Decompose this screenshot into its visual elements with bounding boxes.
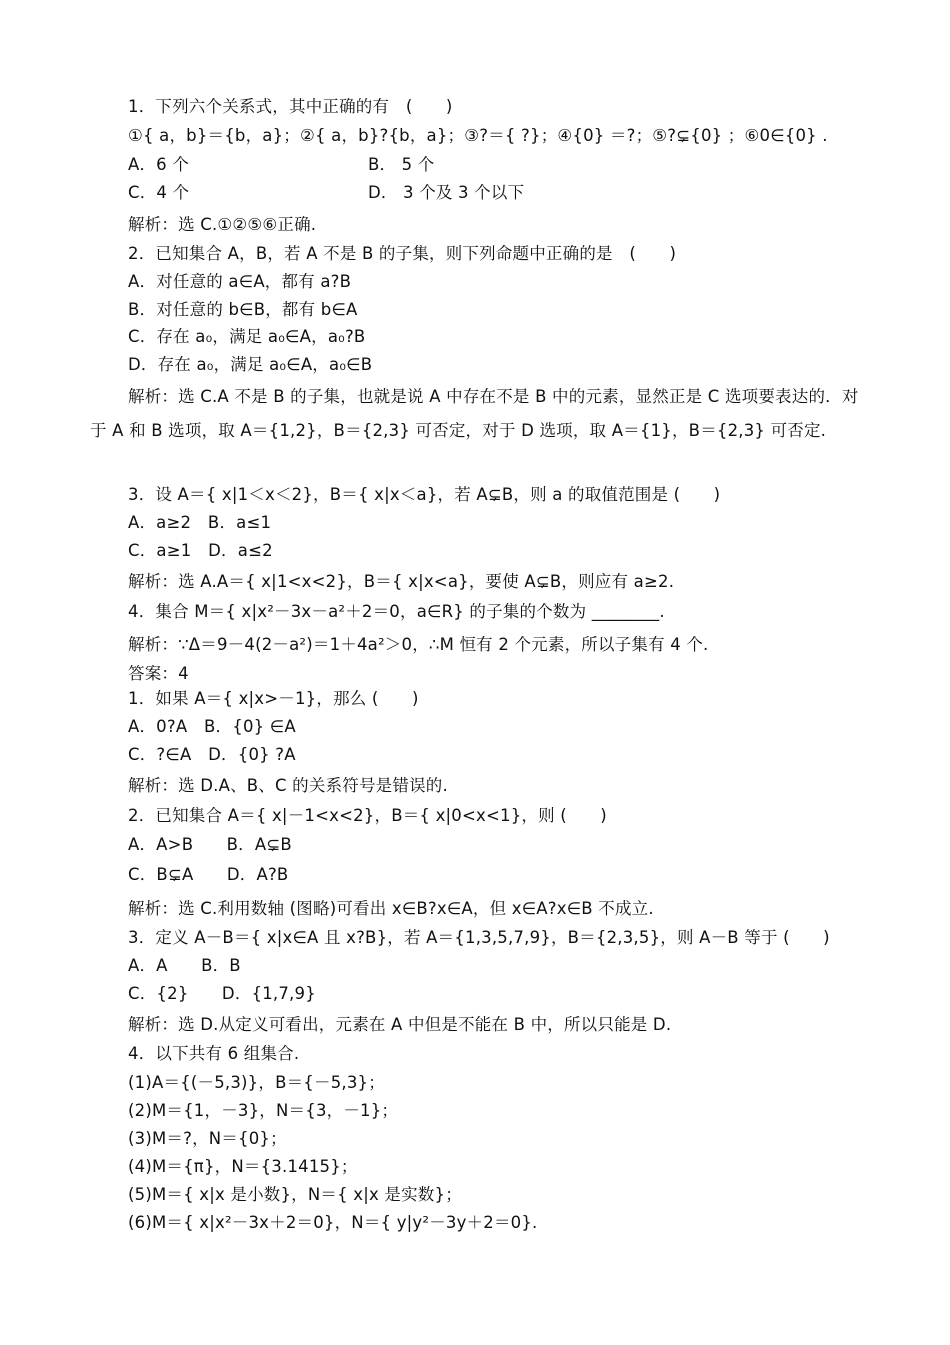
question-1-relations: ①{ a，b}＝{b，a}；②{ a，b}?{b，a}；③?＝{ ?}；④{0} ＝?；⑤?⊊{0} ；⑥0∈{0} . <box>128 126 828 145</box>
exercise-2-options-cd: C．B⊊A D．A?B <box>128 865 289 884</box>
question-4-stem: 4．集合 M＝{ x|x²－3x－a²＋2＝0，a∈R} 的子集的个数为 ________. <box>128 602 665 621</box>
exercise-1-options-cd: C．?∈A D．{0} ?A <box>128 745 296 764</box>
exercise-2-stem: 2．已知集合 A＝{ x|－1<x<2}，B＝{ x|0<x<1}，则 ( ) <box>128 806 607 825</box>
question-4-analysis: 解析：∵Δ＝9－4(2－a²)＝1＋4a²＞0，∴M 恒有 2 个元素，所以子集有 4 个. <box>128 635 709 654</box>
question-3-analysis: 解析：选 A.A＝{ x|1<x<2}，B＝{ x|x<a}，要使 A⊊B，则应有 a≥2. <box>128 572 675 591</box>
exercise-2-analysis: 解析：选 C.利用数轴 (图略)可看出 x∈B?x∈A，但 x∈A?x∈B 不成立. <box>128 899 654 918</box>
exercise-3-stem: 3．定义 A－B＝{ x|x∈A 且 x?B}，若 A＝{1,3,5,7,9}，B＝{2,3,5}，则 A－B 等于 ( ) <box>128 928 830 947</box>
exercise-3-analysis: 解析：选 D.从定义可看出，元素在 A 中但是不能在 B 中，所以只能是 D. <box>128 1015 672 1034</box>
exercise-3-options-cd: C．{2} D．{1,7,9} <box>128 984 316 1003</box>
question-1-analysis: 解析：选 C.①②⑤⑥正确. <box>128 215 317 234</box>
question-2-stem: 2．已知集合 A，B，若 A 不是 B 的子集，则下列命题中正确的是 ( ) <box>128 244 677 263</box>
question-1-option-d: D． 3 个及 3 个以下 <box>368 183 525 202</box>
exercise-4-item-4: (4)M＝{π}，N＝{3.1415}； <box>128 1157 358 1176</box>
question-1-option-a: A．6 个 <box>128 155 190 174</box>
exercise-1-stem: 1．如果 A＝{ x|x>－1}，那么 ( ) <box>128 689 419 708</box>
question-1-option-b: B． 5 个 <box>368 155 435 174</box>
exercise-1-options-ab: A．0?A B．{0} ∈A <box>128 717 296 736</box>
exercise-4-item-5: (5)M＝{ x|x 是小数}，N＝{ x|x 是实数}； <box>128 1185 462 1204</box>
question-2-option-d: D．存在 a₀，满足 a₀∈A，a₀∈B <box>128 355 373 374</box>
exercise-4-item-2: (2)M＝{1，－3}，N＝{3，－1}； <box>128 1101 399 1120</box>
exercise-4-item-1: (1)A＝{(－5,3)}，B＝{－5,3}； <box>128 1073 385 1092</box>
question-2-option-a: A．对任意的 a∈A，都有 a?B <box>128 272 352 291</box>
exercise-4-stem: 4．以下共有 6 组集合. <box>128 1044 300 1063</box>
question-3-stem: 3．设 A＝{ x|1＜x＜2}，B＝{ x|x＜a}，若 A⊊B，则 a 的取值范围是 ( ) <box>128 485 721 504</box>
exercise-4-item-3: (3)M＝?，N＝{0}； <box>128 1129 287 1148</box>
exercise-3-options-ab: A．A B．B <box>128 956 241 975</box>
exercise-4-item-6: (6)M＝{ x|x²－3x＋2＝0}，N＝{ y|y²－3y＋2＝0}. <box>128 1213 538 1232</box>
question-1-option-c: C．4 个 <box>128 183 190 202</box>
exercise-2-options-ab: A．A>B B．A⊊B <box>128 835 292 854</box>
question-4-answer: 答案：4 <box>128 664 189 683</box>
question-3-options-ab: A．a≥2 B．a≤1 <box>128 513 272 532</box>
question-2-option-b: B．对任意的 b∈B，都有 b∈A <box>128 300 358 319</box>
question-2-option-c: C．存在 a₀，满足 a₀∈A，a₀?B <box>128 327 366 346</box>
question-1-stem: 1．下列六个关系式，其中正确的有 ( ) <box>128 97 453 116</box>
exercise-1-analysis: 解析：选 D.A、B、C 的关系符号是错误的. <box>128 776 448 795</box>
question-3-options-cd: C．a≥1 D．a≤2 <box>128 541 273 560</box>
question-2-analysis: 解析：选 C.A 不是 B 的子集，也就是说 A 中存在不是 B 中的元素，显然正是 C 选项要表达的．对于 A 和 B 选项，取 A＝{1,2}，B＝{2,3} 可否定，对于 D 选项，取 A＝{1}，B＝{2,3} 可否定. <box>90 387 859 440</box>
